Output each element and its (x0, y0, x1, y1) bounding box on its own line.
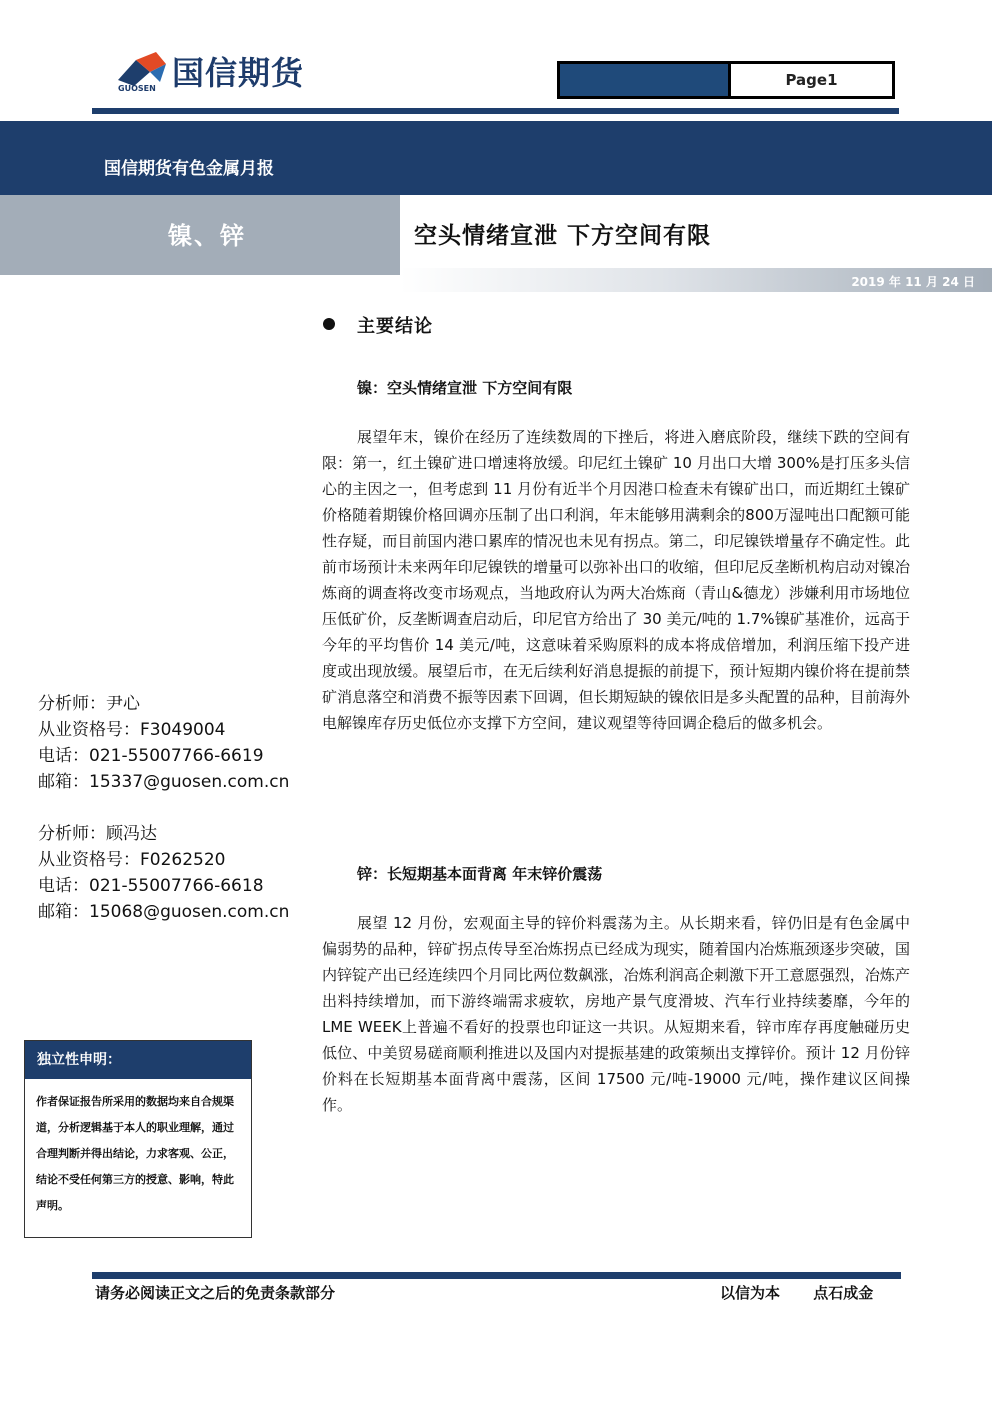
analyst-phone: 电话：021-55007766-6618 (38, 876, 264, 896)
bullet-icon (323, 318, 335, 330)
zinc-paragraph: 展望 12 月份，宏观面主导的锌价料震荡为主。从长期来看，锌仍旧是有色金属中偏弱势的品种，锌矿拐点传导至冶炼拐点已经成为现实，随着国内冶炼瓶颈逐步突破，国内锌锭产出已经连续四个月同比两位数飙涨，冶炼利润高企刺激下开工意愿强烈，冶炼产出料持续增加，而下游终端需求疲软，房地产景气度滑坡、汽车行业持续萎靡，今年的LME WEEK上普遍不看好的投票也印证这一共识。从短期来看，锌市库存再度触碰历史低位、中美贸易磋商顺利推进以及国内对提振基建的政策频出支撑锌价。预计 12 月份锌价料在长短期基本面背离中震荡，区间 17500 元/吨-19000 元/吨，操作建议区间操作。 (322, 914, 910, 1114)
footer-disclaimer: 请务必阅读正文之后的免责条款部分 (95, 1284, 336, 1302)
metals-title: 镍、锌 (168, 222, 246, 250)
report-type: 国信期货有色金属月报 (104, 159, 274, 179)
brand-sub: GUOSEN (118, 84, 156, 93)
declaration-title: 独立性申明： (37, 1052, 121, 1068)
nickel-heading: 镍：空头情绪宣泄 下方空间有限 (357, 379, 573, 397)
nickel-paragraph: 展望年末，镍价在经历了连续数周的下挫后，将进入磨底阶段，继续下跌的空间有限：第一，红土镍矿进口增速将放缓。印尼红土镍矿 10 月出口大增 300%是打压多头信心的主因之一，但考虑到 11 月份有近半个月因港口检查未有镍矿出口，而近期红土镍矿价格随着期镍价格回调亦压制了出口利润，年末能够用满剩余的800万湿吨出口配额可能性存疑，而目前国内港口累库的情况也未见有拐点。第二，印尼镍铁增量存不确定性。此前市场预计未来两年印尼镍铁的增量可以弥补出口的收缩，但印尼反垄断机构启动对镍冶炼商的调查将改变市场观点，当地政府认为两大冶炼商（青山&德龙）涉嫌利用市场地位压低矿价，反垄断调查启动后，印尼官方给出了 30 美元/吨的 1.7%镍矿基准价，远高于今年的平均售价 14 美元/吨，这意味着采购原料的成本将成倍增加，利润压缩下投产进度或出现放缓。展望后市，在无后续利好消息提振的前提下，预计短期内镍价将在提前禁矿消息落空和消费不振等因素下回调，但长期短缺的镍依旧是多头配置的品种，目前海外电解镍库存历史低位亦支撑下方空间，建议观望等待回调企稳后的做多机会。 (322, 428, 910, 732)
declaration-body: 作者保证报告所采用的数据均来自合规渠道，分析逻辑基于本人的职业理解，通过合理判断并得出结论，力求客观、公正，结论不受任何第三方的授意、影响，特此声明。 (36, 1095, 234, 1212)
analyst-phone: 电话：021-55007766-6619 (38, 746, 264, 766)
brand-name: 国信期货 (172, 54, 305, 92)
analyst-email: 邮箱：15337@guosen.com.cn (38, 772, 290, 792)
footer-slogan: 以信为本 点石成金 (720, 1284, 874, 1302)
analyst-license: 从业资格号：F3049004 (38, 720, 226, 740)
analyst-name: 分析师：尹心 (38, 694, 140, 714)
page-title: 空头情绪宣泄 下方空间有限 (414, 223, 712, 249)
analyst-name: 分析师：顾冯达 (38, 824, 157, 844)
zinc-heading: 锌：长短期基本面背离 年末锌价震荡 (357, 865, 603, 883)
report-date: 2019 年 11 月 24 日 (851, 275, 975, 289)
section-title: 主要结论 (357, 316, 433, 337)
page-indicator (557, 61, 895, 99)
page-indicator-fill (560, 64, 731, 96)
analyst-email: 邮箱：15068@guosen.com.cn (38, 902, 290, 922)
analyst-card (38, 691, 289, 795)
analyst-license: 从业资格号：F0262520 (38, 850, 226, 870)
bottom-rule (92, 1272, 901, 1279)
top-rule (92, 108, 899, 114)
analyst-card (38, 821, 289, 925)
page-label: Page1 (785, 71, 838, 89)
